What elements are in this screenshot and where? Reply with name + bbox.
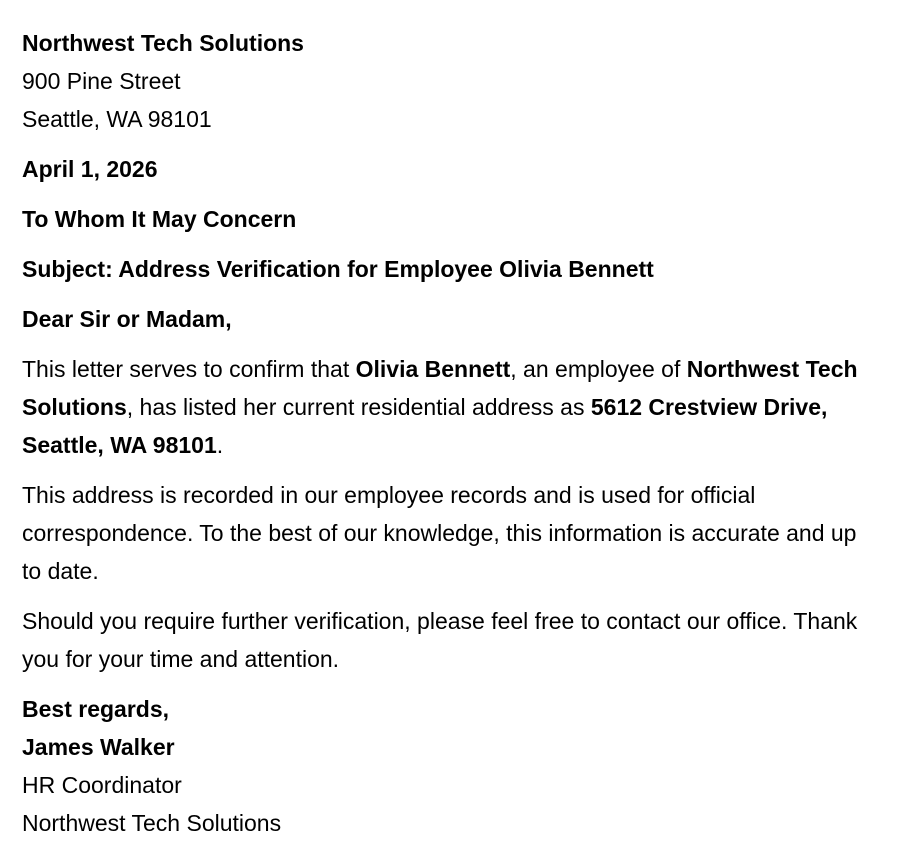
- paragraph1-segment-3: , has listed her current residential address as: [126, 394, 591, 420]
- letter-date-text: April 1, 2026: [22, 156, 158, 182]
- sender-city-state-zip: Seattle, WA 98101: [22, 106, 212, 132]
- letter-date: [22, 150, 870, 188]
- body-paragraph-3: Should you require further verification, please feel free to contact our office. Thank you for your time and attention.: [22, 608, 858, 672]
- recipient-line: [22, 200, 870, 238]
- subject-text: Subject: Address Verification for Employee Olivia Bennett: [22, 256, 654, 282]
- salutation-line: [22, 300, 870, 338]
- closing-text: Best regards,: [22, 696, 170, 722]
- subject-line: [22, 250, 870, 288]
- salutation-text: Dear Sir or Madam,: [22, 306, 232, 332]
- paragraph1-segment-2: , an employee of: [510, 356, 687, 382]
- employee-name-highlight: Olivia Bennett: [355, 356, 511, 382]
- signer-name: James Walker: [22, 734, 175, 760]
- signer-title: HR Coordinator: [22, 772, 182, 798]
- signature-block: [22, 690, 870, 842]
- residential-address-highlight: 5612 Crestview Drive, Seattle, WA 98101: [22, 394, 828, 458]
- signer-company: Northwest Tech Solutions: [22, 810, 282, 836]
- paragraph1-segment-1: This letter serves to confirm that: [22, 356, 356, 382]
- recipient-text: To Whom It May Concern: [22, 206, 297, 232]
- sender-street-address: 900 Pine Street: [22, 68, 181, 94]
- paragraph1-segment-4: .: [216, 432, 224, 458]
- sender-address-block: [22, 24, 870, 138]
- company-name-highlight: Northwest Tech Solutions: [22, 356, 858, 420]
- body-paragraph-1: [22, 350, 870, 464]
- sender-company-name: Northwest Tech Solutions: [22, 30, 304, 56]
- body-paragraph-2: This address is recorded in our employee records and is used for official correspondence. To the best of our knowledge, this information is accurate and up to date.: [22, 482, 857, 584]
